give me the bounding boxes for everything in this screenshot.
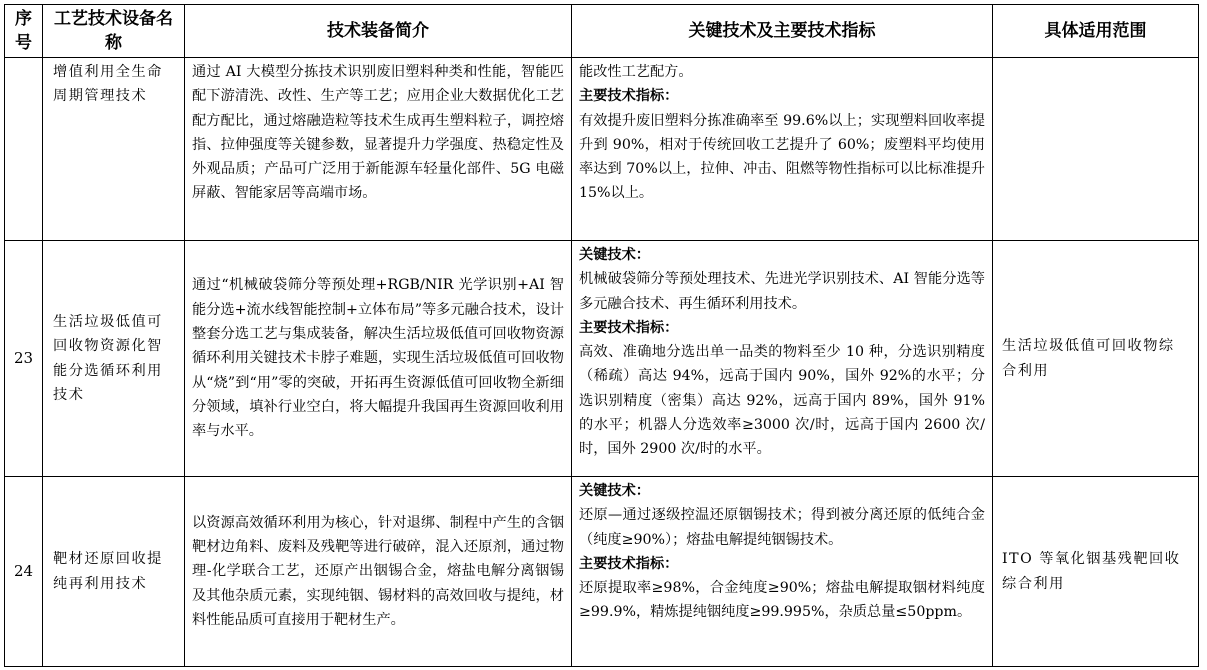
row-key-cell (572, 241, 993, 477)
row-name: 靶材还原回收提纯再利用技术 (43, 477, 185, 667)
row-key-tech: 能改性工艺配方。 (579, 64, 693, 80)
row-key-tech-label: 关键技术： (579, 483, 650, 499)
row-key-cell (572, 477, 993, 667)
row-scope (993, 58, 1199, 241)
row-intro: 以资源高效循环利用为核心，针对退绑、制程中产生的含铟靶材边角料、废料及残靶等进行破碎，混入还原剂，通过物理-化学联合工艺，还原产出铟锡合金，熔盐电解分离铟锡及其他杂质元素，实现纯铟、锡材料的高效回收与提纯，材料性能品质可直接用于靶材生产。 (185, 477, 572, 667)
row-key-tech-label: 关键技术： (579, 247, 650, 263)
header-scope: 具体适用范围 (993, 5, 1199, 58)
row-indicators: 有效提升废旧塑料分拣准确率至 99.6%以上；实现塑料回收率提升到 90%，相对于传统回收工艺提升了 60%；废塑料平均使用率达到 70%以上，拉伸、冲击、阻燃等物性指标可以比标准提升 15%以上。 (579, 112, 985, 202)
header-name: 工艺技术设备名称 (43, 5, 185, 58)
header-seq: 序号 (5, 5, 43, 58)
table-row (5, 477, 1199, 667)
row-key-tech: 还原—通过逐级控温还原铟锡技术；得到被分离还原的低纯合金（纯度≥90%）；熔盐电解提纯铟锡技术。 (579, 507, 985, 548)
table-row (5, 241, 1199, 477)
row-seq (5, 58, 43, 241)
row-name: 增值利用全生命周期管理技术 (43, 58, 185, 241)
header-intro: 技术装备简介 (185, 5, 572, 58)
row-indicators: 还原提取率≥98%，合金纯度≥90%；熔盐电解提取铟材料纯度≥99.9%，精炼提纯铟纯度≥99.995%，杂质总量≤50ppm。 (579, 580, 985, 621)
table-row (5, 58, 1199, 241)
header-row (5, 5, 1199, 58)
row-intro: 通过“机械破袋筛分等预处理+RGB/NIR 光学识别+AI 智能分选+流水线智能控制+立体布局”等多元融合技术，设计整套分选工艺与集成装备，解决生活垃圾低值可回收物资源循环利用关键技术卡脖子难题，实现生活垃圾低值可回收物从“烧”到“用”零的突破，开拓再生资源低值可回收物全新细分领域，填补行业空白，将大幅提升我国再生资源回收利用率与水平。 (185, 241, 572, 477)
row-key-cell (572, 58, 993, 241)
row-indicators: 高效、准确地分选出单一品类的物料至少 10 种，分选识别精度（稀疏）高达 94%，远高于国内 90%，国外 92%的水平；分选识别精度（密集）高达 92%，远高于国内 89%，国外 91%的水平；机器人分选效率≥3000 次/时，远高于国内 2600 次/时，国外 2900 次/时的水平。 (579, 344, 985, 458)
row-name: 生活垃圾低值可回收物资源化智能分选循环利用技术 (43, 241, 185, 477)
row-key-tech: 机械破袋筛分等预处理技术、先进光学识别技术、AI 智能分选等多元融合技术、再生循环利用技术。 (579, 271, 985, 312)
row-indicator-label: 主要技术指标： (579, 88, 679, 105)
row-scope: ITO 等氧化铟基残靶回收综合利用 (993, 477, 1199, 667)
row-indicator-label: 主要技术指标： (579, 555, 679, 572)
row-seq: 23 (5, 241, 43, 477)
technology-table (4, 4, 1199, 667)
header-key: 关键技术及主要技术指标 (572, 5, 993, 58)
row-indicator-label: 主要技术指标： (579, 319, 679, 336)
row-scope: 生活垃圾低值可回收物综合利用 (993, 241, 1199, 477)
row-seq: 24 (5, 477, 43, 667)
row-intro: 通过 AI 大模型分拣技术识别废旧塑料种类和性能，智能匹配下游清洗、改性、生产等工艺；应用企业大数据优化工艺配方配比，通过熔融造粒等技术生成再生塑料粒子，调控熔指、拉伸强度等关键参数，显著提升力学强度、热稳定性及外观品质；产品可广泛用于新能源车轻量化部件、5G 电磁屏蔽、智能家居等高端市场。 (185, 58, 572, 241)
